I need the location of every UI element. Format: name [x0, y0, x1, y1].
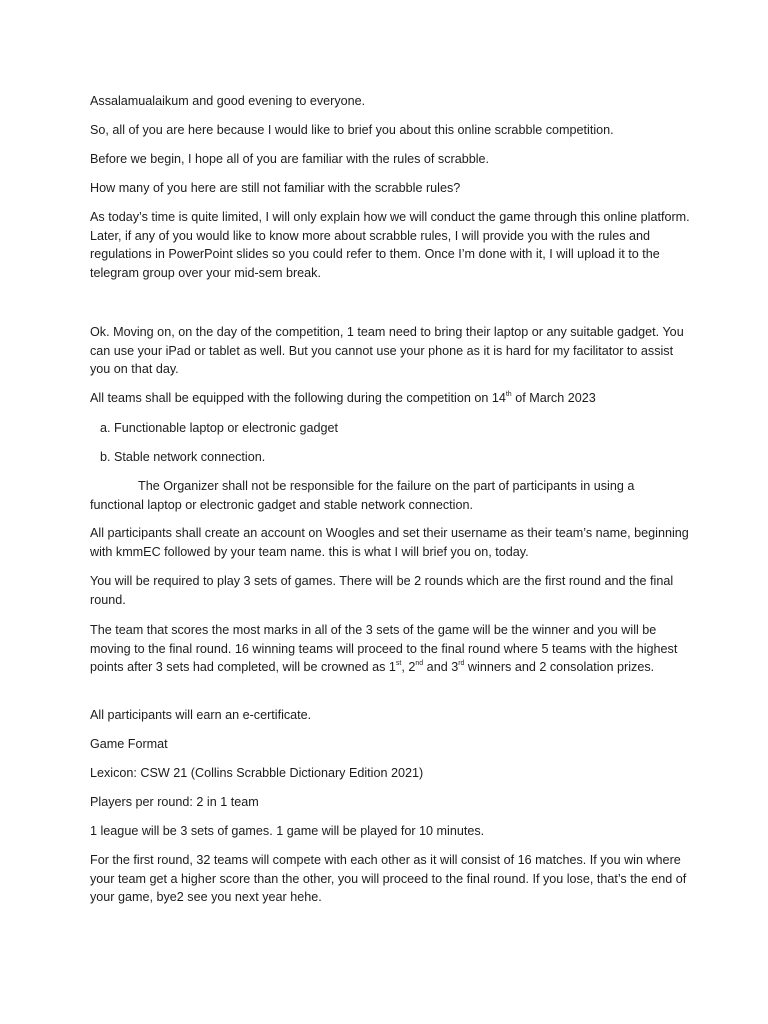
- winners-text-3: and 3: [423, 660, 459, 675]
- list-marker-a: a.: [100, 421, 111, 435]
- game-format-heading: Game Format: [90, 737, 168, 751]
- first-round-paragraph: For the first round, 32 teams will compete with each other as it will consist of 16 matches. If you win where your team get a higher score than the other, you will proceed to the final round. If you lose, that’s the end of your game, bye2 see you next year hehe.: [90, 853, 687, 905]
- second-suffix: nd: [415, 660, 424, 667]
- equipment-paragraph: [90, 389, 690, 408]
- time-limited-paragraph: As today’s time is quite limited, I will only explain how we will conduct the game through this online platform. Later, if any of you would like to know more about scrabble rules, I will provide you with the rules and regulations in PowerPoint slides so you could refer to them. Once I’m done with it, I will upload it to the telegram group over your mid-sem break.: [90, 210, 690, 280]
- winners-text: The team that scores the most marks in all of the 3 sets of the game will be the winner and you will be moving to the final round. 16 winning teams will proceed to the final round where 5 teams with the highest points after 3 sets had completed, will be crowned as 1: [90, 623, 678, 675]
- list-item-a: [100, 419, 338, 438]
- list-text-a: Functionable laptop or electronic gadget: [114, 421, 339, 435]
- winners-paragraph: [90, 621, 690, 677]
- certificate-paragraph: All participants will earn an e-certificate.: [90, 708, 312, 722]
- list-text-b: Stable network connection.: [114, 450, 266, 464]
- rules-familiarity-paragraph: Before we begin, I hope all of you are familiar with the rules of scrabble.: [90, 152, 490, 166]
- equipment-text-end: of March 2023: [511, 391, 596, 405]
- question-paragraph: How many of you here are still not familiar with the scrabble rules?: [90, 181, 461, 195]
- woogles-account-paragraph: All participants shall create an account on Woogles and set their username as their team’s name, beginning with kmmEC followed by your team name. this is what I will brief you on, today.: [90, 526, 689, 559]
- winners-text-2: , 2: [401, 660, 416, 675]
- equipment-text: All teams shall be equipped with the following during the competition on 14: [90, 391, 506, 405]
- organizer-disclaimer-paragraph: The Organizer shall not be responsible for the failure on the part of participants in using a functional laptop or electronic gadget and stable network connection.: [90, 479, 635, 512]
- list-item-b: [100, 448, 265, 467]
- greeting-paragraph: Assalamualaikum and good evening to everyone.: [90, 94, 366, 108]
- date-suffix: th: [505, 390, 512, 398]
- league-paragraph: 1 league will be 3 sets of games. 1 game will be played for 10 minutes.: [90, 824, 485, 838]
- sets-rounds-paragraph: You will be required to play 3 sets of games. There will be 2 rounds which are the first round and the final round.: [90, 574, 674, 607]
- winners-text-4: winners and 2 consolation prizes.: [464, 660, 655, 675]
- first-suffix: st: [395, 660, 402, 667]
- intro-paragraph: So, all of you are here because I would like to brief you about this online scrabble competition.: [90, 123, 614, 137]
- third-suffix: rd: [458, 660, 465, 667]
- lexicon-paragraph: Lexicon: CSW 21 (Collins Scrabble Dictionary Edition 2021): [90, 766, 424, 780]
- list-marker-b: b.: [100, 450, 111, 464]
- competition-day-paragraph: Ok. Moving on, on the day of the competition, 1 team need to bring their laptop or any suitable gadget. You can use your iPad or tablet as well. But you cannot use your phone as it is hard for my facilitator to assist you on that day.: [90, 325, 684, 377]
- players-per-round-paragraph: Players per round: 2 in 1 team: [90, 795, 259, 809]
